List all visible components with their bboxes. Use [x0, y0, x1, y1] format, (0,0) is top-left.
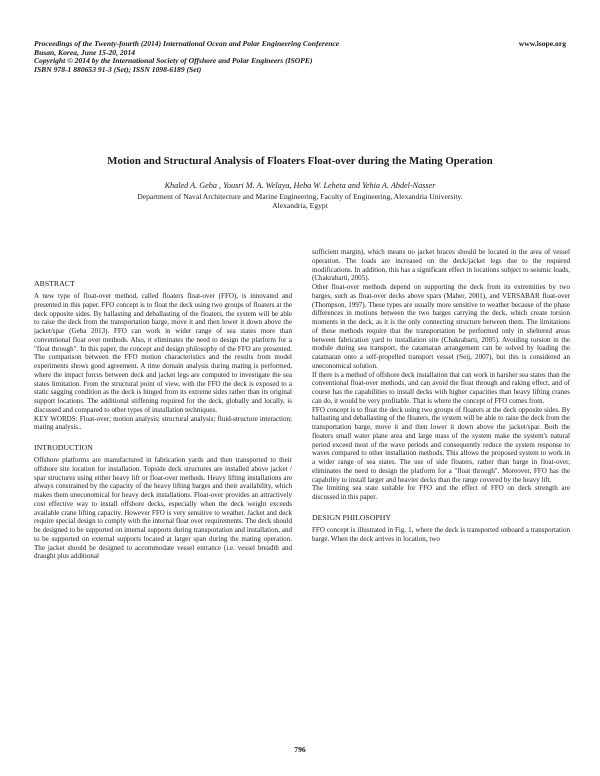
proceedings-header [34, 40, 566, 74]
header-location: Busan, Korea, June 15-20, 2014 [34, 47, 136, 57]
keywords [34, 415, 292, 433]
paper-authors: Khaled A. Geba , Yousri M. A. Welaya, Heba W. Leheta and Yehia A. Abdel-Nasser [164, 181, 436, 190]
keywords-text: Float-over; motion analysis; structural analysis; fluid-structure interaction; mating analysis.. [34, 414, 293, 432]
header-copyright: Copyright © 2014 by the International Society of Offshore and Polar Engineers (ISOPE) [34, 56, 313, 66]
introduction-text: Offshore platforms are manufactured in fabrication yards and then transported to their offshore site location for installation. Topside deck structures are installed above jacket / spar structures using either heavy lift or float-over methods. Heavy lifting installations are always constrained by the capacity of the heavy lifting barges and their availability, which makes them uneconomical for heavy deck installations. Float-over provides an attractively cost effective way to install offshore decks, especially when the deck weight exceeds available crane lifting capacity. However FFO is very sensitive to weather. Jacket and deck require special design to comply with the internal float over requirements. The deck should be designed to be supported on internal supports during transportation and installation, and to be supported on external supports located at larger span during the mating operation. The jacket should be designed to accommodate vessel entrance (i.e. vessel breadth and draught plus additional [34, 456, 292, 561]
paper-title: Motion and Structural Analysis of Floaters Float-over during the Mating Operation [107, 155, 493, 167]
abstract-heading: ABSTRACT [34, 279, 75, 288]
affiliation-line-1: Department of Naval Architecture and Marine Engineering, Faculty of Engineering, Alexandria University. [137, 192, 463, 201]
body-paragraph-4: FFO concept is to float the deck using two groups of floaters at the deck opposite sides. By ballasting and deballasting of the floaters, the system will be able to raise the deck from the transportation barge, move it and then lower it down above the jacket/spar. Both the floaters small water plane area and large mass of the system make the system's natural period exceed most of the wave periods and consequently reduce the system response to waves compared to other installation methods. This allows the proposed system to work in a wider range of sea states. The use of side floaters, rather than barge in float-over, eliminates the need to design the platform for a "float through". Moreover, FFO has the capability to install larger and heavier decks than the range covered by the heavy lift. [312, 405, 570, 484]
left-column [34, 279, 292, 561]
body-paragraph-1: sufficient margin), which means no jacket braces should be located in the area of vessel operation. The loads are increased on the deck/jacket legs due to the required modifications. In addition, this has a significant effect in locations subject to seismic loads, (Chakrabarti, 2005). [312, 248, 570, 283]
paper-affiliation [34, 192, 566, 210]
introduction-heading: INTRODUCTION [34, 443, 93, 452]
header-website: www.isope.org [518, 39, 566, 48]
keywords-label: KEY WORDS: [34, 414, 78, 423]
abstract-text: A new type of float-over method, called floaters float-over (FFO), is innovated and presented in this paper. FFO concept is to float the deck using two groups of floaters at the deck opposite sides. By ballasting and deballasting of the floaters, the system will be able to raise the deck from the transportation barge, move it and then lower it down above the jacket/spar (Geba 2013). FFO can work in wider range of sea states more than conventional float over methods. Also, it eliminates the need to design the platform for a "float through". In this paper, the concept and design philosophy of the FFO are presented. The comparison between the FFO motion characteristics and the results from model experiments shows good agreement. A time domain analysis during mating is performed, where the impact forces between deck and jacket legs are computed to investigate the sea states limitation. From the structural point of view, with the FFO the deck is exposed to a static sagging condition as the deck is hinged from its extreme sides rather than its original support locations. The additional stiffening required for the deck, globally and locally, is discussed and compared to other types of installation techniques. [34, 292, 292, 414]
body-paragraph-6: FFO concept is illustrated in Fig. 1, where the deck is transported onboard a transportation barge. When the deck arrives in location, two [312, 525, 570, 543]
right-column [312, 248, 570, 543]
body-paragraph-5: The limiting sea state suitable for FFO and the effect of FFO on deck strength are discussed in this paper. [312, 484, 570, 501]
page-number: 796 [294, 745, 306, 754]
design-philosophy-heading: DESIGN PHILOSOPHY [312, 512, 392, 522]
body-paragraph-3: If there is a method of offshore deck installation that can work in harsher sea states than the conventional float-over methods, and can avoid the float through and raking effect, and of course has the capabilities to install decks with higher capacities than heavy lifting cranes can do, it would be very profitable. That is where the concept of FFO comes from. [312, 370, 570, 405]
header-isbn: ISBN 978-1 880653 91-3 (Set); ISSN 1098-6189 (Set) [34, 64, 202, 74]
body-paragraph-2: Other float-over methods depend on supporting the deck from its extremities by two barges, such as float-over decks above spars (Maher, 2001), and VERSABAR float-over (Thompson, 1997). These types are usually more sensitive to weather because of the phase differences in motions between the two barges carrying the deck, which create torsion moments in the deck, as it is the only connecting structure between them. The limitations of these methods require that the transportation be performed only in sheltered areas between fabrication yard to installation site (Chakrabarti, 2005). Avoiding torsion in the module during sea transport, the catamaran arrangement can be solved by loading the catamaran onto a self-propelled transport vessel (Seij, 2007), but this is considered an uneconomical solution. [312, 283, 570, 370]
affiliation-line-2: Alexandria, Egypt [272, 201, 328, 211]
header-conference: Proceedings of the Twenty-fourth (2014) International Ocean and Polar Engineering Conference [34, 39, 340, 48]
